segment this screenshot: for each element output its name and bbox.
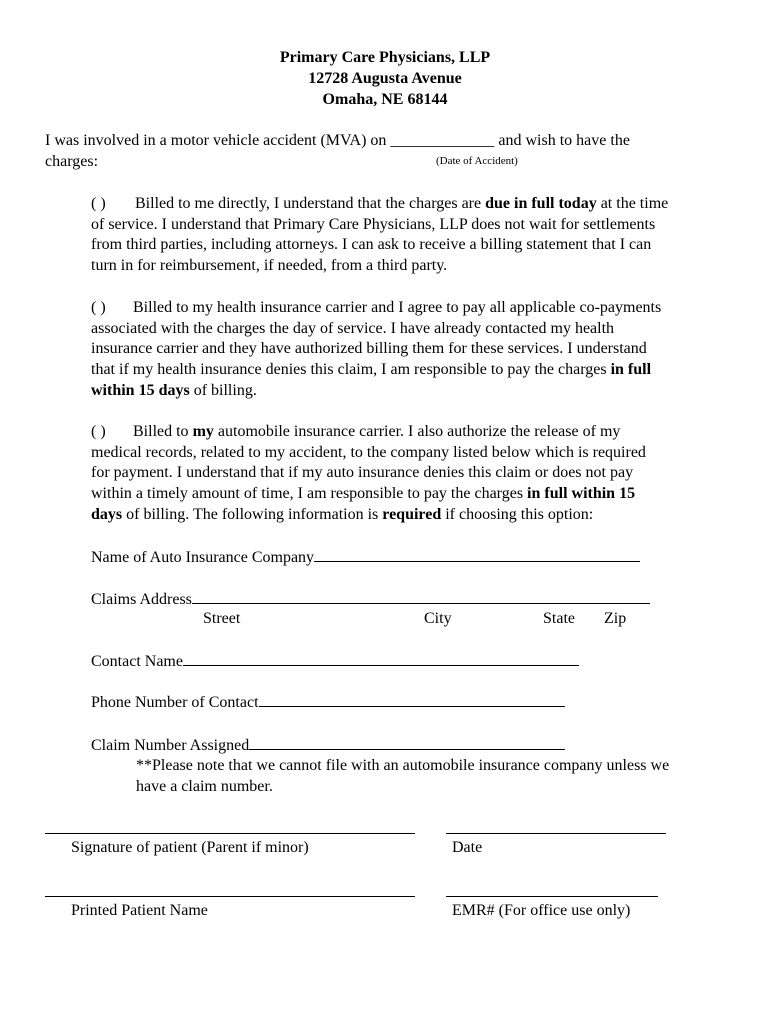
direct-billing-checkbox[interactable]: ( ) [91,195,106,212]
claim-note-line-1: **Please note that we cannot file with an automobile insurance company unless we [136,757,670,774]
printed-name-line[interactable] [45,896,415,897]
intro-line-1 [45,131,630,152]
phone-row [91,692,565,714]
contact-name-row [91,651,579,673]
claim-number-row [91,735,565,757]
practice-city: Omaha, NE 68144 [322,91,448,108]
emr-label: EMR# (For office use only) [452,902,631,919]
auto-insurance-checkbox[interactable]: ( ) [91,423,106,440]
option-health-insurance: ( ) Billed to my health insurance carrier and I agree to pay all applicable co-payments associated with the charges the day of service. I have already contacted my health insurance carrier and they have authorized billing them for these services. I understand that if my health insurance denies this claim, I am responsible to pay the charges in full within 15 days of billing. [91,299,662,399]
contact-name-field[interactable] [183,651,579,666]
intro-line-2: charges: [45,153,99,170]
practice-street: 12728 Augusta Avenue [308,70,462,87]
printed-name-label: Printed Patient Name [71,902,208,919]
date-label: Date [452,839,483,856]
auto-company-label: Name of Auto Insurance Company [91,549,315,566]
contact-name-label: Contact Name [91,653,183,670]
claims-address-label: Claims Address [91,591,192,608]
patient-signature-label: Signature of patient (Parent if minor) [71,839,309,856]
practice-name: Primary Care Physicians, LLP [279,49,491,66]
claim-note-line-2: have a claim number. [136,778,273,795]
intro-text-after: and wish to have the [498,132,630,149]
patient-signature-line[interactable] [45,833,415,834]
emr-line[interactable] [446,896,658,897]
date-line[interactable] [446,833,666,834]
zip-label: Zip [604,610,627,627]
intro-text: I was involved in a motor vehicle accident (MVA) on [45,132,387,149]
date-of-accident-hint: (Date of Accident) [436,155,518,167]
street-label: Street [203,610,241,627]
phone-label: Phone Number of Contact [91,694,259,711]
city-label: City [424,610,452,627]
auto-company-field[interactable] [314,547,640,562]
claims-address-field[interactable] [192,589,650,604]
claim-number-field[interactable] [249,735,565,750]
claims-address-row [91,589,650,611]
health-insurance-checkbox[interactable]: ( ) [91,299,106,316]
accident-date-field[interactable]: _____________ [390,132,495,149]
option-auto-insurance: ( ) Billed to my automobile insurance carrier. I also authorize the release of my medical records, related to my accident, to the company listed below which is required for payment. I understand that if my auto insurance denies this claim or does not pay within a timely amount of time, I am responsible to pay the charges in full within 15 days of billing. The following information is required if choosing this option: [91,423,646,523]
phone-field[interactable] [259,692,565,707]
state-label: State [543,610,575,627]
option-direct-billing: ( ) Billed to me directly, I understand that the charges are due in full today at the time of service. I understand that Primary Care Physicians, LLP does not wait for settlements from third parties, including attorneys. I can ask to receive a billing statement that I can turn in for reimbursement, if needed, from a third party. [91,195,669,275]
auto-company-row [91,547,640,569]
claim-number-label: Claim Number Assigned [91,737,250,754]
